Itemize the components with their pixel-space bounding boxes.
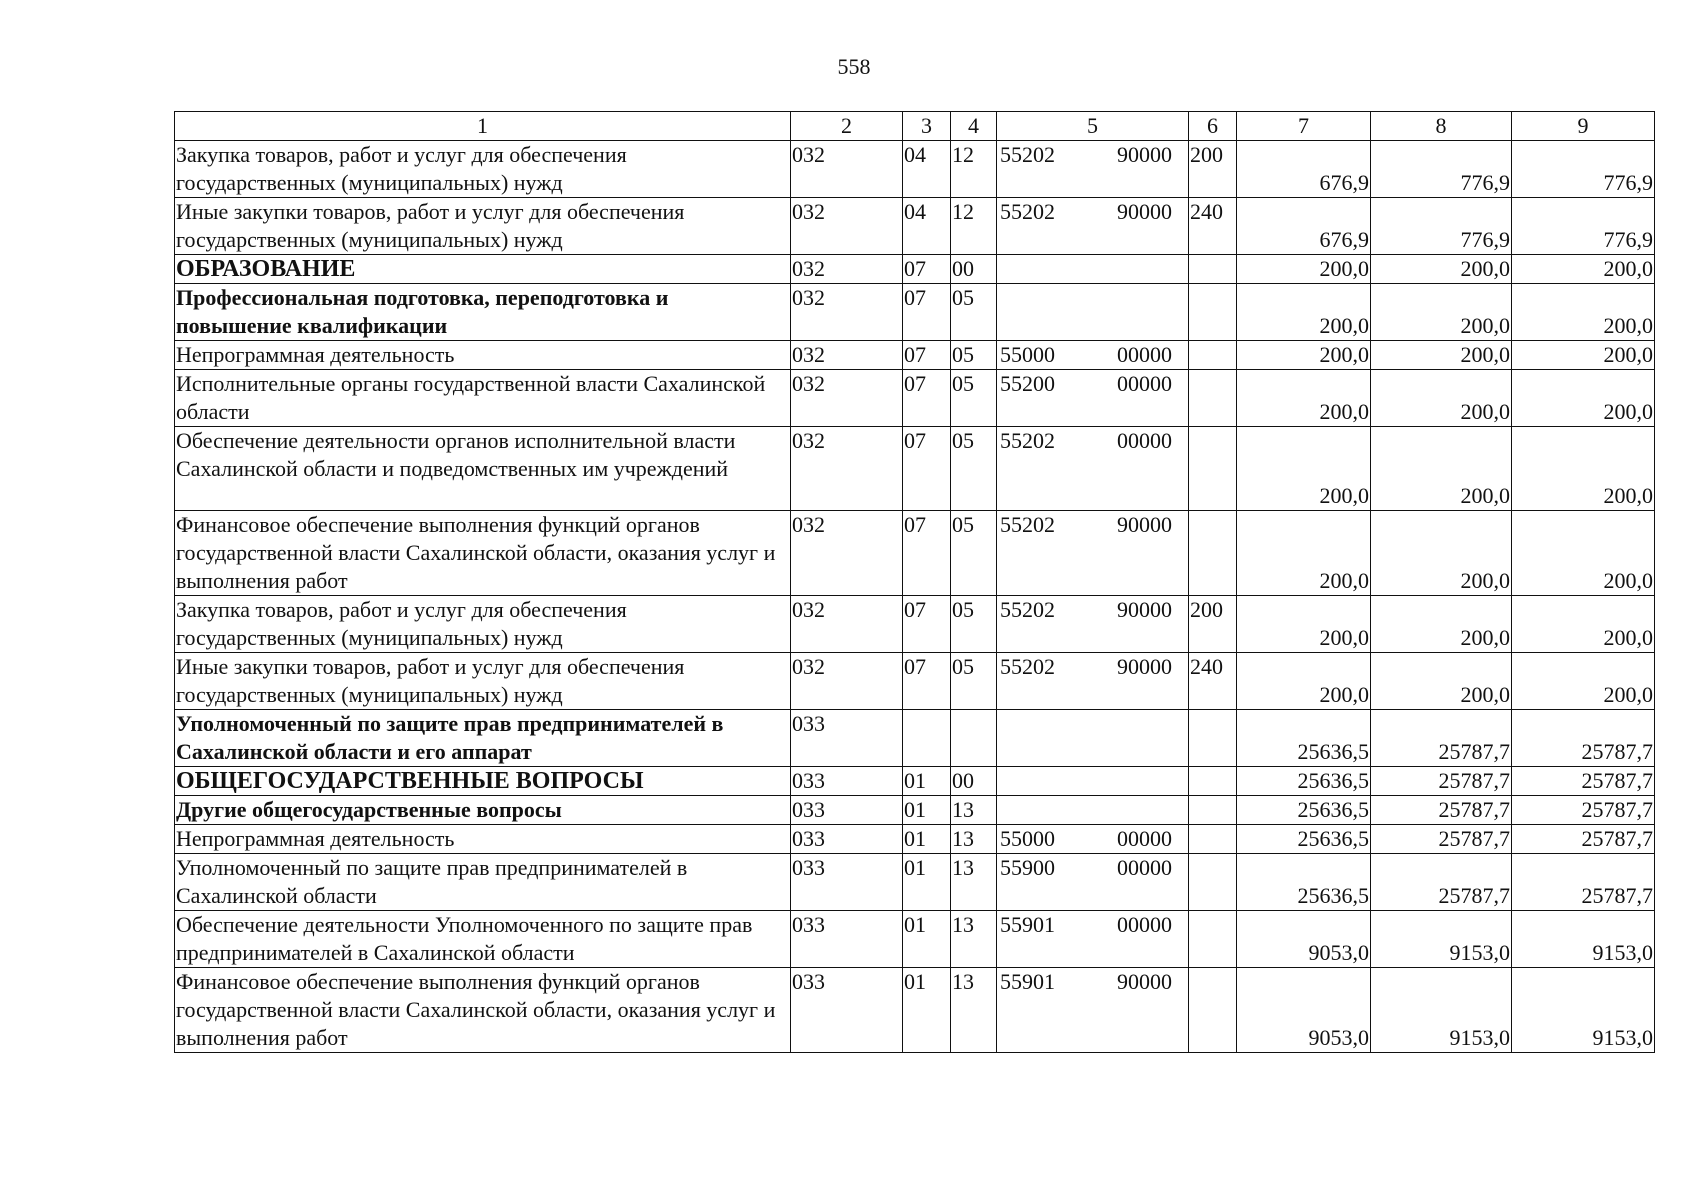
- section-code-cell: 01: [903, 767, 951, 796]
- amount-col9-cell: 200,0: [1512, 255, 1655, 284]
- row-name-cell: ОБЩЕГОСУДАРСТВЕННЫЕ ВОПРОСЫ: [175, 767, 791, 796]
- admin-code-cell: 033: [791, 968, 903, 1053]
- header-cell: 4: [951, 112, 997, 141]
- amount-col9-cell: 200,0: [1512, 427, 1655, 511]
- budget-table: [174, 111, 1655, 1053]
- target-article-cell: [997, 710, 1189, 767]
- expense-type-cell: [1189, 825, 1237, 854]
- amount-col8-cell: 25787,7: [1371, 796, 1512, 825]
- subsection-code-cell: 00: [951, 255, 997, 284]
- subsection-code-cell: 05: [951, 653, 997, 710]
- amount-col8-cell: 776,9: [1371, 141, 1512, 198]
- subsection-code-cell: 05: [951, 341, 997, 370]
- admin-code-cell: 033: [791, 767, 903, 796]
- admin-code-cell: 032: [791, 427, 903, 511]
- admin-code-cell: 032: [791, 370, 903, 427]
- table-row: [175, 653, 1655, 710]
- amount-col7-cell: 200,0: [1237, 427, 1371, 511]
- amount-col7-cell: 25636,5: [1237, 854, 1371, 911]
- admin-code-cell: 032: [791, 596, 903, 653]
- expense-type-cell: [1189, 854, 1237, 911]
- amount-col9-cell: 776,9: [1512, 141, 1655, 198]
- target-article-cell: [997, 370, 1189, 427]
- expense-type-cell: [1189, 968, 1237, 1053]
- target-article-program-code: 55900: [1000, 855, 1055, 880]
- target-article-direction-code: 90000: [1117, 597, 1172, 622]
- section-code-cell: [903, 710, 951, 767]
- row-name-cell: Обеспечение деятельности органов исполнительной власти Сахалинской области и подведомственных им учреждений: [175, 427, 791, 511]
- expense-type-cell: [1189, 911, 1237, 968]
- target-article-cell: [997, 911, 1189, 968]
- row-name-cell: Непрограммная деятельность: [175, 341, 791, 370]
- table-row: [175, 911, 1655, 968]
- table-row: [175, 825, 1655, 854]
- table-row: [175, 427, 1655, 511]
- row-name-cell: Уполномоченный по защите прав предпринимателей в Сахалинской области: [175, 854, 791, 911]
- expense-type-cell: 240: [1189, 653, 1237, 710]
- section-code-cell: 01: [903, 968, 951, 1053]
- target-article-cell: [997, 796, 1189, 825]
- amount-col9-cell: 200,0: [1512, 370, 1655, 427]
- amount-col8-cell: 9153,0: [1371, 968, 1512, 1053]
- amount-col9-cell: 200,0: [1512, 341, 1655, 370]
- section-code-cell: 07: [903, 427, 951, 511]
- row-name-cell: Закупка товаров, работ и услуг для обеспечения государственных (муниципальных) нужд: [175, 141, 791, 198]
- target-article-cell: [997, 255, 1189, 284]
- row-name-cell: Уполномоченный по защите прав предпринимателей в Сахалинской области и его аппарат: [175, 710, 791, 767]
- amount-col9-cell: 25787,7: [1512, 796, 1655, 825]
- amount-col7-cell: 200,0: [1237, 341, 1371, 370]
- amount-col9-cell: 9153,0: [1512, 911, 1655, 968]
- page-number: 558: [837, 54, 871, 79]
- row-name-cell: Обеспечение деятельности Уполномоченного по защите прав предпринимателей в Сахалинской области: [175, 911, 791, 968]
- expense-type-cell: [1189, 341, 1237, 370]
- target-article-direction-code: 00000: [1117, 428, 1172, 453]
- admin-code-cell: 032: [791, 653, 903, 710]
- amount-col7-cell: 676,9: [1237, 198, 1371, 255]
- target-article-cell: [997, 825, 1189, 854]
- subsection-code-cell: 05: [951, 596, 997, 653]
- table-row: [175, 198, 1655, 255]
- amount-col7-cell: 200,0: [1237, 284, 1371, 341]
- target-article-program-code: 55000: [1000, 826, 1055, 851]
- expense-type-cell: [1189, 370, 1237, 427]
- amount-col7-cell: 9053,0: [1237, 911, 1371, 968]
- section-code-cell: 07: [903, 653, 951, 710]
- section-code-cell: 04: [903, 198, 951, 255]
- target-article-program-code: 55200: [1000, 371, 1055, 396]
- target-article-cell: [997, 511, 1189, 596]
- header-cell: 5: [997, 112, 1189, 141]
- subsection-code-cell: 13: [951, 825, 997, 854]
- target-article-program-code: 55901: [1000, 912, 1055, 937]
- target-article-program-code: 55202: [1000, 512, 1055, 537]
- amount-col8-cell: 25787,7: [1371, 767, 1512, 796]
- target-article-cell: [997, 341, 1189, 370]
- admin-code-cell: 033: [791, 710, 903, 767]
- amount-col8-cell: 25787,7: [1371, 710, 1512, 767]
- expense-type-cell: [1189, 796, 1237, 825]
- amount-col7-cell: 25636,5: [1237, 767, 1371, 796]
- target-article-direction-code: 00000: [1117, 342, 1172, 367]
- admin-code-cell: 033: [791, 911, 903, 968]
- amount-col7-cell: 25636,5: [1237, 825, 1371, 854]
- section-code-cell: 01: [903, 825, 951, 854]
- table-row: [175, 710, 1655, 767]
- table-row: [175, 341, 1655, 370]
- section-code-cell: 04: [903, 141, 951, 198]
- target-article-program-code: 55901: [1000, 969, 1055, 994]
- target-article-program-code: 55202: [1000, 142, 1055, 167]
- table-row: [175, 284, 1655, 341]
- amount-col8-cell: 200,0: [1371, 255, 1512, 284]
- target-article-direction-code: 90000: [1117, 199, 1172, 224]
- header-cell: 9: [1512, 112, 1655, 141]
- target-article-cell: [997, 767, 1189, 796]
- amount-col7-cell: 200,0: [1237, 596, 1371, 653]
- expense-type-cell: [1189, 767, 1237, 796]
- table-row: [175, 796, 1655, 825]
- row-name-cell: Закупка товаров, работ и услуг для обеспечения государственных (муниципальных) нужд: [175, 596, 791, 653]
- table-row: [175, 141, 1655, 198]
- target-article-cell: [997, 596, 1189, 653]
- admin-code-cell: 033: [791, 854, 903, 911]
- section-code-cell: 07: [903, 284, 951, 341]
- row-name-cell: Финансовое обеспечение выполнения функций органов государственной власти Сахалинской области, оказания услуг и выполнения работ: [175, 968, 791, 1053]
- amount-col9-cell: 200,0: [1512, 511, 1655, 596]
- subsection-code-cell: 13: [951, 968, 997, 1053]
- amount-col7-cell: 25636,5: [1237, 796, 1371, 825]
- admin-code-cell: 033: [791, 796, 903, 825]
- subsection-code-cell: 13: [951, 911, 997, 968]
- subsection-code-cell: 05: [951, 284, 997, 341]
- table-header-row: [175, 112, 1655, 141]
- amount-col8-cell: 200,0: [1371, 596, 1512, 653]
- amount-col8-cell: 200,0: [1371, 427, 1512, 511]
- subsection-code-cell: 05: [951, 427, 997, 511]
- subsection-code-cell: [951, 710, 997, 767]
- subsection-code-cell: 13: [951, 796, 997, 825]
- target-article-direction-code: 00000: [1117, 826, 1172, 851]
- subsection-code-cell: 00: [951, 767, 997, 796]
- amount-col7-cell: 200,0: [1237, 653, 1371, 710]
- expense-type-cell: [1189, 284, 1237, 341]
- table-row: [175, 767, 1655, 796]
- target-article-program-code: 55202: [1000, 199, 1055, 224]
- amount-col8-cell: 9153,0: [1371, 911, 1512, 968]
- header-cell: 6: [1189, 112, 1237, 141]
- row-name-cell: Иные закупки товаров, работ и услуг для обеспечения государственных (муниципальных) нужд: [175, 653, 791, 710]
- target-article-direction-code: 00000: [1117, 371, 1172, 396]
- admin-code-cell: 032: [791, 141, 903, 198]
- header-cell: 8: [1371, 112, 1512, 141]
- amount-col7-cell: 200,0: [1237, 370, 1371, 427]
- row-name-cell: Исполнительные органы государственной власти Сахалинской области: [175, 370, 791, 427]
- target-article-cell: [997, 427, 1189, 511]
- table-row: [175, 511, 1655, 596]
- amount-col9-cell: 200,0: [1512, 596, 1655, 653]
- row-name-cell: ОБРАЗОВАНИЕ: [175, 255, 791, 284]
- amount-col9-cell: 9153,0: [1512, 968, 1655, 1053]
- target-article-cell: [997, 198, 1189, 255]
- target-article-cell: [997, 653, 1189, 710]
- target-article-direction-code: 90000: [1117, 969, 1172, 994]
- target-article-direction-code: 90000: [1117, 654, 1172, 679]
- amount-col8-cell: 776,9: [1371, 198, 1512, 255]
- amount-col7-cell: 9053,0: [1237, 968, 1371, 1053]
- amount-col9-cell: 776,9: [1512, 198, 1655, 255]
- target-article-cell: [997, 141, 1189, 198]
- expense-type-cell: 200: [1189, 141, 1237, 198]
- target-article-program-code: 55202: [1000, 654, 1055, 679]
- header-cell: 3: [903, 112, 951, 141]
- amount-col8-cell: 25787,7: [1371, 854, 1512, 911]
- amount-col9-cell: 25787,7: [1512, 854, 1655, 911]
- admin-code-cell: 032: [791, 198, 903, 255]
- row-name-cell: Иные закупки товаров, работ и услуг для обеспечения государственных (муниципальных) нужд: [175, 198, 791, 255]
- expense-type-cell: 240: [1189, 198, 1237, 255]
- amount-col8-cell: 200,0: [1371, 370, 1512, 427]
- admin-code-cell: 032: [791, 341, 903, 370]
- target-article-direction-code: 00000: [1117, 912, 1172, 937]
- row-name-cell: Другие общегосударственные вопросы: [175, 796, 791, 825]
- target-article-program-code: 55000: [1000, 342, 1055, 367]
- expense-type-cell: [1189, 710, 1237, 767]
- amount-col9-cell: 200,0: [1512, 284, 1655, 341]
- amount-col8-cell: 200,0: [1371, 341, 1512, 370]
- section-code-cell: 01: [903, 911, 951, 968]
- table-row: [175, 968, 1655, 1053]
- expense-type-cell: 200: [1189, 596, 1237, 653]
- row-name-cell: Финансовое обеспечение выполнения функций органов государственной власти Сахалинской области, оказания услуг и выполнения работ: [175, 511, 791, 596]
- table-row: [175, 596, 1655, 653]
- subsection-code-cell: 12: [951, 198, 997, 255]
- section-code-cell: 01: [903, 796, 951, 825]
- subsection-code-cell: 13: [951, 854, 997, 911]
- header-cell: 7: [1237, 112, 1371, 141]
- subsection-code-cell: 05: [951, 511, 997, 596]
- amount-col8-cell: 200,0: [1371, 511, 1512, 596]
- amount-col9-cell: 25787,7: [1512, 710, 1655, 767]
- amount-col9-cell: 200,0: [1512, 653, 1655, 710]
- amount-col8-cell: 200,0: [1371, 284, 1512, 341]
- section-code-cell: 07: [903, 596, 951, 653]
- section-code-cell: 07: [903, 370, 951, 427]
- admin-code-cell: 032: [791, 511, 903, 596]
- subsection-code-cell: 12: [951, 141, 997, 198]
- target-article-cell: [997, 854, 1189, 911]
- target-article-direction-code: 90000: [1117, 512, 1172, 537]
- admin-code-cell: 032: [791, 284, 903, 341]
- target-article-cell: [997, 284, 1189, 341]
- target-article-direction-code: 00000: [1117, 855, 1172, 880]
- expense-type-cell: [1189, 511, 1237, 596]
- amount-col7-cell: 200,0: [1237, 255, 1371, 284]
- table-row: [175, 854, 1655, 911]
- target-article-cell: [997, 968, 1189, 1053]
- amount-col7-cell: 676,9: [1237, 141, 1371, 198]
- section-code-cell: 01: [903, 854, 951, 911]
- header-cell: 2: [791, 112, 903, 141]
- row-name-cell: Непрограммная деятельность: [175, 825, 791, 854]
- amount-col8-cell: 25787,7: [1371, 825, 1512, 854]
- target-article-program-code: 55202: [1000, 428, 1055, 453]
- header-cell: 1: [175, 112, 791, 141]
- admin-code-cell: 033: [791, 825, 903, 854]
- amount-col9-cell: 25787,7: [1512, 825, 1655, 854]
- amount-col9-cell: 25787,7: [1512, 767, 1655, 796]
- target-article-direction-code: 90000: [1117, 142, 1172, 167]
- expense-type-cell: [1189, 255, 1237, 284]
- amount-col7-cell: 200,0: [1237, 511, 1371, 596]
- table-row: [175, 370, 1655, 427]
- section-code-cell: 07: [903, 255, 951, 284]
- expense-type-cell: [1189, 427, 1237, 511]
- amount-col8-cell: 200,0: [1371, 653, 1512, 710]
- table-row: [175, 255, 1655, 284]
- row-name-cell: Профессиональная подготовка, переподготовка и повышение квалификации: [175, 284, 791, 341]
- target-article-program-code: 55202: [1000, 597, 1055, 622]
- section-code-cell: 07: [903, 511, 951, 596]
- subsection-code-cell: 05: [951, 370, 997, 427]
- amount-col7-cell: 25636,5: [1237, 710, 1371, 767]
- admin-code-cell: 032: [791, 255, 903, 284]
- section-code-cell: 07: [903, 341, 951, 370]
